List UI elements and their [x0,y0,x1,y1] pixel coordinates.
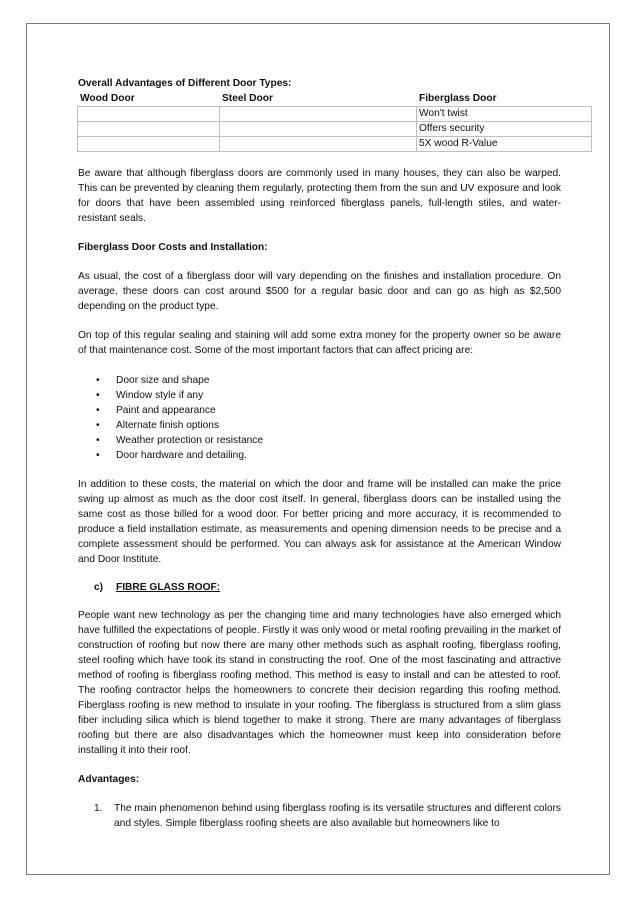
table-cell: 5X wood R-Value [417,137,592,152]
section-heading-fibre-glass-roof [78,580,561,595]
list-item-text: Alternate finish options [116,420,220,431]
section-title: FIBRE GLASS ROOF: [116,582,221,593]
table-cell [78,107,220,122]
list-item [78,448,561,463]
bullet-icon: • [96,435,100,446]
table-cell [220,122,417,137]
document-body [78,76,561,831]
table-header-cell: Fiberglass Door [417,92,592,107]
table-cell [78,137,220,152]
paragraph-cost: As usual, the cost of a fiberglass door will vary depending on the finishes and installation procedure. On average, these doors can cost around $500 for a regular basic door and can go as high as $2,500 depending on the product type. [78,271,561,312]
door-types-table [77,91,592,152]
section-letter: c) [94,582,104,593]
bullet-icon: • [96,450,100,461]
paragraph-sealing: On top of this regular sealing and staining will add some extra money for the property owner so be aware of that maintenance cost. Some of the most important factors that can affect pricing are: [78,330,561,356]
heading-advantages: Advantages: [78,774,140,785]
list-item-text: Window style if any [116,390,204,401]
paragraph-install: In addition to these costs, the material on which the door and frame will be installed can make the price swing up almost as much as the door cost itself. In general, fiberglass doors can be installed using the same cost as those billed for a wood door. For better pricing and more accuracy, it is recommended to produce a field installation estimate, as measurements and opening dimension needs to be precise and a complete assessment should be performed. You can always ask for assistance at the American Window and Door Institute. [78,479,561,565]
list-item-text: Paint and appearance [116,405,216,416]
bullet-icon: • [96,375,100,386]
table-header-cell: Steel Door [220,92,417,107]
heading-costs: Fiberglass Door Costs and Installation: [78,242,268,253]
advantages-list [78,801,561,831]
list-item [78,388,561,403]
table-cell [220,107,417,122]
list-item [78,403,561,418]
list-item-text: The main phenomenon behind using fiberglass roofing is its versatile structures and different colors and styles. Simple fiberglass roofing sheets are also available but homeowners like to [114,803,561,829]
pricing-factors-list [78,373,561,463]
list-item [78,373,561,388]
list-item-text: Weather protection or resistance [116,435,264,446]
table-header-row [78,92,592,107]
table-cell: Won't twist [417,107,592,122]
table-row [78,137,592,152]
bullet-icon: • [96,420,100,431]
paragraph-roof: People want new technology as per the changing time and many technologies have also emerged which have fulfilled the expectations of people. Firstly it was only wood or metal roofing prevailing in the market of construction of roofing but now there are many other methods such as asphalt roofing, fiberglass roofing, steel roofing which have took its stand in constructing the roof. One of the most fascinating and attractive method of roofing is fiberglass roofing method. This method is easy to install and can be attested to roof. The roofing contractor helps the homeowners to concrete their decision regarding this roofing method. Fiberglass roofing is new method to insulate in your roofing. The fiberglass is structured from a slim glass fiber including silica which is blend together to make it strong. There are many advantages of fiberglass roofing but there are also disadvantages which the homeowner must keep into consideration before installing it into their roof. [78,610,561,756]
table-row [78,107,592,122]
bullet-icon: • [96,390,100,401]
table-cell: Offers security [417,122,592,137]
table-cell [220,137,417,152]
list-item-text: Door hardware and detailing. [116,450,247,461]
table-header-cell: Wood Door [78,92,220,107]
table-row [78,122,592,137]
list-item [78,801,561,831]
list-number: 1. [94,803,103,814]
list-item [78,418,561,433]
list-item-text: Door size and shape [116,375,210,386]
paragraph-warped: Be aware that although fiberglass doors are commonly used in many houses, they can also be warped. This can be prevented by cleaning them regularly, protecting them from the sun and UV exposure and look for doors that have been assembled using reinforced fiberglass panels, full-length stiles, and water-resistant seals. [78,168,561,224]
list-item [78,433,561,448]
table-title: Overall Advantages of Different Door Types: [78,78,292,89]
bullet-icon: • [96,405,100,416]
table-cell [78,122,220,137]
